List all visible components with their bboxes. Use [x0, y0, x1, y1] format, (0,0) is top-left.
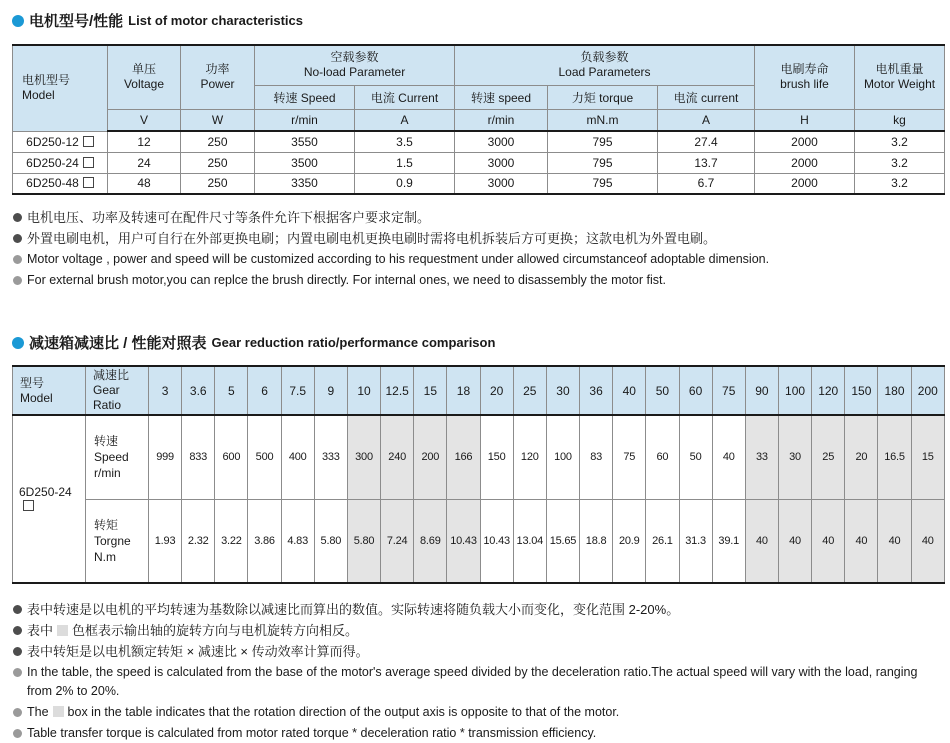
ratio-header-cell: 90: [745, 366, 778, 415]
suffix-box-icon: [83, 136, 94, 147]
unit-cell: V: [108, 109, 181, 131]
speed-unit: r/min: [94, 466, 121, 481]
table-row: [13, 131, 945, 152]
speed-value-cell: 500: [248, 415, 281, 499]
header-power-en: Power: [200, 77, 235, 92]
note: [12, 642, 945, 661]
table-row: [13, 152, 945, 173]
torque-value-cell: 31.3: [679, 499, 712, 583]
note-text: For external brush motor,you can replce the brush directly. For internal ones, we need to disassembly the motor fist.: [27, 273, 666, 287]
speed-value-cell: 25: [812, 415, 845, 499]
speed-value-cell: 150: [480, 415, 513, 499]
header-voltage-en: Voltage: [123, 77, 165, 92]
header-ratio-zh: 减速比: [93, 368, 130, 382]
sub-header-cell: 电流 Current: [355, 85, 455, 109]
torque-value-cell: 3.22: [215, 499, 248, 583]
col-header-motor-weight: [855, 45, 945, 109]
section1-title: [12, 10, 945, 31]
speed-value-cell: 166: [447, 415, 480, 499]
note-text: 电机电压、功率及转速可在配件尺寸等条件允许下根据客户要求定制。: [27, 210, 431, 225]
ratio-header-cell: 50: [646, 366, 679, 415]
torque-unit: N.m: [94, 549, 116, 564]
col-header-gear-ratio: [86, 366, 149, 415]
ratio-header-cell: 10: [347, 366, 380, 415]
value-cell: 12: [108, 131, 181, 152]
unit-cell: kg: [855, 109, 945, 131]
value-cell: 250: [181, 152, 255, 173]
speed-label-zh: 转速: [94, 434, 119, 449]
blue-bullet-icon: [12, 337, 24, 349]
note: [12, 208, 945, 227]
value-cell: 0.9: [355, 173, 455, 194]
value-cell: 3.2: [855, 173, 945, 194]
value-cell: 250: [181, 131, 255, 152]
note-text-pre: The: [27, 705, 49, 719]
note: [12, 600, 945, 619]
header-model-en: Model: [22, 88, 55, 103]
value-cell: 3500: [255, 152, 355, 173]
ratio-header-cell: 60: [679, 366, 712, 415]
model-label: 6D250-12: [26, 134, 79, 149]
torque-label-en: Torgne: [94, 533, 131, 548]
ratio-header-cell: 100: [778, 366, 811, 415]
note: [12, 250, 945, 269]
ratio-header-cell: 200: [911, 366, 944, 415]
torque-value-cell: 40: [878, 499, 911, 583]
header-brush-zh: 电刷寿命: [780, 62, 829, 77]
ratio-header-cell: 3: [149, 366, 182, 415]
suffix-box-icon: [23, 500, 34, 511]
gray-box-swatch-icon: [57, 625, 68, 636]
value-cell: 3000: [455, 131, 548, 152]
note-text: In the table, the speed is calculated from the base of the motor's average speed divided by the deceleration ratio.The actual speed will vary with the load, ranging from 2% to 20%.: [27, 665, 918, 698]
section2-title: [12, 332, 945, 353]
section1-notes: [12, 208, 945, 290]
unit-cell: W: [181, 109, 255, 131]
header-noload-zh: 空载参数: [330, 50, 379, 65]
speed-value-cell: 40: [712, 415, 745, 499]
note: [12, 229, 945, 248]
ratio-header-cell: 75: [712, 366, 745, 415]
ratio-header-cell: 3.6: [182, 366, 215, 415]
col-header-brush-life: [755, 45, 855, 109]
speed-value-cell: 300: [347, 415, 380, 499]
value-cell: 2000: [755, 131, 855, 152]
note-text-post: 色框表示输出轴的旋转方向与电机旋转方向相反。: [72, 623, 359, 638]
note-text-pre: 表中: [27, 623, 54, 638]
unit-cell: mN.m: [548, 109, 658, 131]
gear-ratio-table: [12, 365, 945, 584]
torque-value-cell: 10.43: [447, 499, 480, 583]
ratio-header-cell: 20: [480, 366, 513, 415]
value-cell: 27.4: [658, 131, 755, 152]
value-cell: 3350: [255, 173, 355, 194]
bullet-icon: [13, 729, 22, 738]
note: [12, 703, 945, 722]
sub-header-cell: 力矩 torque: [548, 85, 658, 109]
torque-value-cell: 13.04: [513, 499, 546, 583]
section2-title-en: Gear reduction ratio/performance comparison: [211, 335, 496, 350]
torque-value-cell: 18.8: [580, 499, 613, 583]
motor-characteristics-table: [12, 44, 945, 195]
speed-value-cell: 60: [646, 415, 679, 499]
ratio-header-cell: 25: [513, 366, 546, 415]
section2-notes: [12, 600, 945, 743]
speed-value-cell: 33: [745, 415, 778, 499]
speed-value-cell: 999: [149, 415, 182, 499]
value-cell: 2000: [755, 152, 855, 173]
model-label: 6D250-24: [26, 155, 79, 170]
header-model-zh: 电机型号: [22, 73, 71, 88]
value-cell: 3550: [255, 131, 355, 152]
ratio-header-cell: 5: [215, 366, 248, 415]
note: [12, 724, 945, 743]
value-cell: 3.2: [855, 152, 945, 173]
sub-header-cell: 转速 speed: [455, 85, 548, 109]
header-power-zh: 功率: [205, 62, 230, 77]
model-cell: [13, 173, 108, 194]
torque-value-cell: 4.83: [281, 499, 314, 583]
ratio-header-cell: 36: [580, 366, 613, 415]
unit-cell: r/min: [255, 109, 355, 131]
suffix-box-icon: [83, 157, 94, 168]
torque-value-cell: 40: [911, 499, 944, 583]
header-load-zh: 负载参数: [580, 50, 629, 65]
note: [12, 621, 945, 640]
speed-row: [13, 415, 945, 499]
group-header-load: [455, 45, 755, 85]
speed-value-cell: 50: [679, 415, 712, 499]
note-text: [27, 621, 358, 640]
suffix-box-icon: [83, 177, 94, 188]
ratio-header-cell: 30: [546, 366, 579, 415]
value-cell: 3000: [455, 152, 548, 173]
bullet-icon: [13, 708, 22, 717]
blue-bullet-icon: [12, 15, 24, 27]
bullet-icon: [13, 626, 22, 635]
note-text: Table transfer torque is calculated from motor rated torque * deceleration ratio * transmission efficiency.: [27, 726, 597, 740]
group-header-noload: [255, 45, 455, 85]
col-header-model: [13, 366, 86, 415]
ratio-header-cell: 120: [812, 366, 845, 415]
note-text: 表中转矩是以电机额定转矩 × 减速比 × 传动效率计算而得。: [27, 644, 369, 659]
model-cell: [13, 415, 86, 583]
speed-value-cell: 75: [613, 415, 646, 499]
speed-value-cell: 16.5: [878, 415, 911, 499]
value-cell: 3000: [455, 173, 548, 194]
bullet-icon: [13, 213, 22, 222]
speed-value-cell: 400: [281, 415, 314, 499]
torque-value-cell: 7.24: [381, 499, 414, 583]
unit-cell: A: [658, 109, 755, 131]
value-cell: 795: [548, 152, 658, 173]
model-cell: [13, 131, 108, 152]
torque-value-cell: 40: [845, 499, 878, 583]
value-cell: 13.7: [658, 152, 755, 173]
torque-value-cell: 10.43: [480, 499, 513, 583]
ratio-header-cell: 18: [447, 366, 480, 415]
col-header-model: [13, 45, 108, 131]
header-ratio-en: Gear Ratio: [93, 383, 122, 412]
value-cell: 795: [548, 131, 658, 152]
bullet-icon: [13, 668, 22, 677]
torque-value-cell: 39.1: [712, 499, 745, 583]
torque-value-cell: 20.9: [613, 499, 646, 583]
section1-title-en: List of motor characteristics: [128, 13, 303, 28]
speed-value-cell: 600: [215, 415, 248, 499]
note: [12, 663, 945, 701]
value-cell: 24: [108, 152, 181, 173]
value-cell: 6.7: [658, 173, 755, 194]
bullet-icon: [13, 647, 22, 656]
ratio-header-cell: 7.5: [281, 366, 314, 415]
value-cell: 3.5: [355, 131, 455, 152]
speed-value-cell: 20: [845, 415, 878, 499]
bullet-icon: [13, 234, 22, 243]
col-header-voltage: [108, 45, 181, 109]
model-label: 6D250-24: [19, 485, 72, 499]
value-cell: 795: [548, 173, 658, 194]
header-weight-en: Motor Weight: [863, 77, 936, 92]
ratio-header-cell: 12.5: [381, 366, 414, 415]
bullet-icon: [13, 255, 22, 264]
model-label: 6D250-48: [26, 176, 79, 191]
note-text: [27, 703, 619, 722]
torque-row-label: [86, 499, 149, 583]
note-text: 外置电刷电机，用户可自行在外部更换电刷；内置电刷电机更换电刷时需将电机拆装后方可更换；这款电机为外置电刷。: [27, 231, 717, 246]
ratio-header-cell: 40: [613, 366, 646, 415]
sub-header-cell: 转速 Speed: [255, 85, 355, 109]
torque-value-cell: 40: [778, 499, 811, 583]
torque-value-cell: 3.86: [248, 499, 281, 583]
bullet-icon: [13, 276, 22, 285]
speed-value-cell: 333: [314, 415, 347, 499]
torque-value-cell: 8.69: [414, 499, 447, 583]
header-weight-zh: 电机重量: [875, 62, 924, 77]
col-header-power: [181, 45, 255, 109]
header-model-zh: 型号: [20, 375, 45, 390]
note: [12, 271, 945, 290]
speed-value-cell: 200: [414, 415, 447, 499]
value-cell: 2000: [755, 173, 855, 194]
ratio-header-cell: 15: [414, 366, 447, 415]
section2-title-zh: 减速箱减速比 / 性能对照表: [29, 335, 207, 352]
header-model-en: Model: [20, 390, 53, 405]
speed-label-en: Speed: [94, 450, 129, 465]
value-cell: 48: [108, 173, 181, 194]
bullet-icon: [13, 605, 22, 614]
unit-cell: A: [355, 109, 455, 131]
torque-value-cell: 26.1: [646, 499, 679, 583]
torque-value-cell: 5.80: [347, 499, 380, 583]
model-cell: [13, 152, 108, 173]
header-noload-en: No-load Parameter: [303, 65, 406, 80]
note-text: Motor voltage , power and speed will be customized according to his requestment under allowed circumstanceof adoptable dimension.: [27, 252, 770, 266]
ratio-header-cell: 150: [845, 366, 878, 415]
torque-label-zh: 转矩: [94, 517, 119, 532]
ratio-header-cell: 180: [878, 366, 911, 415]
torque-row: [13, 499, 945, 583]
unit-cell: r/min: [455, 109, 548, 131]
speed-value-cell: 100: [546, 415, 579, 499]
ratio-header-cell: 6: [248, 366, 281, 415]
header-brush-en: brush life: [780, 77, 829, 92]
header-voltage-zh: 单压: [131, 62, 156, 77]
speed-value-cell: 120: [513, 415, 546, 499]
value-cell: 1.5: [355, 152, 455, 173]
value-cell: 3.2: [855, 131, 945, 152]
torque-value-cell: 2.32: [182, 499, 215, 583]
speed-value-cell: 30: [778, 415, 811, 499]
speed-value-cell: 15: [911, 415, 944, 499]
value-cell: 250: [181, 173, 255, 194]
speed-value-cell: 833: [182, 415, 215, 499]
unit-cell: H: [755, 109, 855, 131]
speed-row-label: [86, 415, 149, 499]
torque-value-cell: 5.80: [314, 499, 347, 583]
torque-value-cell: 40: [745, 499, 778, 583]
table-row: [13, 173, 945, 194]
torque-value-cell: 40: [812, 499, 845, 583]
note-text: 表中转速是以电机的平均转速为基数除以减速比而算出的数值。实际转速将随负载大小而变化，变化范围 2-20%。: [27, 602, 680, 617]
torque-value-cell: 1.93: [149, 499, 182, 583]
speed-value-cell: 240: [381, 415, 414, 499]
torque-value-cell: 15.65: [546, 499, 579, 583]
section1-title-zh: 电机型号/性能: [29, 13, 124, 30]
note-text-post: box in the table indicates that the rotation direction of the output axis is opposite to that of the motor.: [67, 705, 620, 719]
gray-box-swatch-icon: [53, 706, 64, 717]
ratio-header-cell: 9: [314, 366, 347, 415]
sub-header-cell: 电流 current: [658, 85, 755, 109]
header-load-en: Load Parameters: [558, 65, 651, 80]
speed-value-cell: 83: [580, 415, 613, 499]
